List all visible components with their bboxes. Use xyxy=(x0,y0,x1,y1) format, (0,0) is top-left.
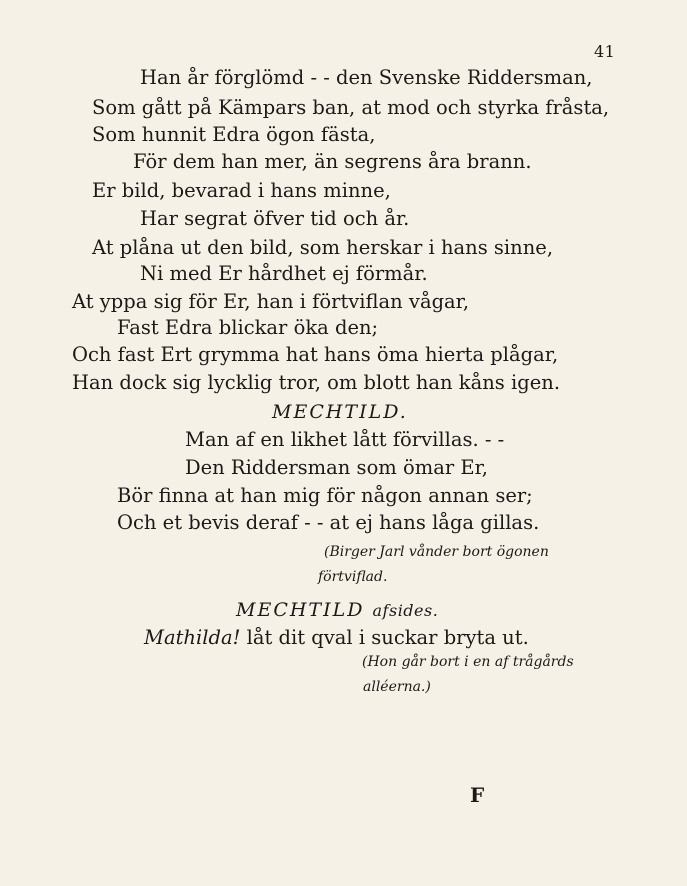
verse-line: Som hunnit Edra ögon fästa, xyxy=(92,123,376,146)
verse-line: Och fast Ert grymma hat hans öma hierta plågar, xyxy=(72,343,559,366)
verse-line: Har segrat öfver tid och år. xyxy=(140,207,410,230)
verse-line: Den Riddersman som ömar Er, xyxy=(185,456,488,479)
verse-line: Man af en likhet lått förvillas. - - xyxy=(185,428,505,451)
verse-line: För dem han mer, än segrens åra brann. xyxy=(133,150,532,173)
speaker-name: MECHTILD. xyxy=(272,401,408,423)
verse-line: Er bild, bevarad i hans minne, xyxy=(92,179,391,202)
verse-text: låt dit qval i suckar bryta ut. xyxy=(240,626,529,649)
stage-direction: (Birger Jarl vånder bort ögonen xyxy=(324,544,549,560)
signature-mark: F xyxy=(470,783,485,807)
verse-line: At yppa sig för Er, han i förtviflan vågar, xyxy=(72,290,470,313)
stage-direction: förtviflad. xyxy=(318,569,388,585)
verse-line: Som gått på Kämpars ban, at mod och styrka fråsta, xyxy=(92,96,610,119)
page-number: 41 xyxy=(594,42,616,61)
verse-line xyxy=(144,626,529,650)
speaker-aside-note: afsides. xyxy=(372,601,439,620)
speaker-name xyxy=(236,598,438,623)
speaker-name-text: MECHTILD xyxy=(236,599,365,621)
verse-line: At plåna ut den bild, som herskar i hans sinne, xyxy=(92,236,554,259)
verse-line: Ni med Er hårdhet ej förmår. xyxy=(140,262,428,285)
verse-line: Och et bevis deraf - - at ej hans låga gillas. xyxy=(117,511,540,534)
stage-direction: (Hon går bort i en af trågårds xyxy=(362,654,574,670)
verse-line: Bör finna at han mig för någon annan ser; xyxy=(117,484,533,507)
addressee-name: Mathilda! xyxy=(144,626,241,649)
stage-direction: alléerna.) xyxy=(363,679,431,695)
verse-line: Han dock sig lycklig tror, om blott han kåns igen. xyxy=(72,371,561,394)
verse-line: Fast Edra blickar öka den; xyxy=(117,316,379,339)
verse-line: Han år förglömd - - den Svenske Riddersman, xyxy=(140,66,593,89)
